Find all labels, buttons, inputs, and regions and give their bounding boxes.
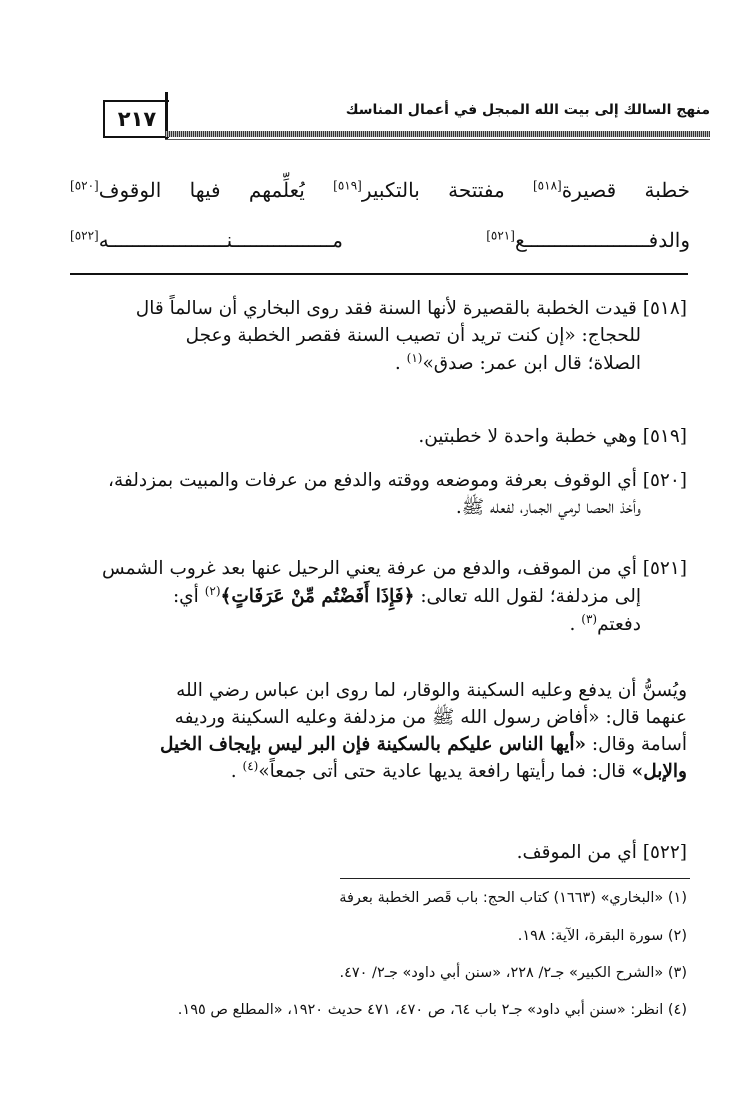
- commentary-522: [67, 840, 687, 867]
- footnote-ref: (٤): [242, 759, 259, 774]
- entry-text: ويُسنُّ أن يدفع وعليه السكينة والوقار، لما روى ابن عباس رضي الله: [176, 680, 687, 701]
- entry-text: قال: فما رأيتها رافعة يديها عادية حتى أتى جمعاً»: [258, 761, 632, 783]
- header-rule: [165, 131, 710, 137]
- running-title: منهج السالك إلى بيت الله المبجل في أعمال المناسك: [345, 102, 710, 118]
- entry-text: الصلاة؛ قال ابن عمر: صدق»: [422, 352, 641, 374]
- entry-text: للحجاج: «إن كنت تريد أن تصيب السنة فقصر الخطبة وعجل: [185, 324, 641, 346]
- page-header: [95, 88, 710, 148]
- quran-verse: ﴿فَإِذَا أَفَضْتُم مِّنْ عَرَفَاتٍ﴾: [220, 585, 415, 607]
- footnote-ref: (١): [406, 350, 423, 365]
- footnote-1: (١) «البخاري» (١٦٦٣) كتاب الحج: باب قَصر الخطبة بعرفة: [339, 890, 687, 906]
- matn-word-dafa: والدفـــــــــــــــــــــع[٥٢١]: [486, 228, 690, 252]
- entry-text: أي الوقوف بعرفة وموضعه ووقته والدفع من عرفات والمبيت بمزدلفة،: [108, 470, 637, 491]
- matn-ref: [٥٢١]: [486, 228, 515, 243]
- matn-text: يُعلِّمهم فيها الوقوف: [98, 178, 334, 202]
- page-number: ٢١٧: [103, 100, 169, 138]
- hadith-bold: «أيها الناس عليكم بالسكينة فإن البر ليس بإيجاف الخيل: [159, 733, 587, 755]
- footnote-separator: [340, 878, 690, 879]
- entry-text: أسامة وقال:: [586, 733, 687, 755]
- footnote-3: (٣) «الشرح الكبير» جـ٢/ ٢٢٨، «سنن أبي داود» جـ٢/ ٤٧٠.: [339, 965, 687, 981]
- header-rule-thin: [165, 139, 710, 140]
- matn-word-minhu: مـــــــــــــــــنــــــــــــــــــــه[٥٢٢]: [70, 228, 343, 252]
- matn-text: مفتتحة بالتكبير: [361, 178, 533, 202]
- footnote-ref: (٢): [204, 583, 221, 598]
- matn-ref: [٥١٩]: [333, 178, 362, 193]
- entry-number: [٥٢٠]: [642, 470, 687, 491]
- footnote-2: (٢) سورة البقرة، الآية: ١٩٨.: [517, 928, 687, 944]
- entry-text: وهي خطبة واحدة لا خطبتين.: [418, 426, 637, 447]
- matn-ref: [٥٢٠]: [70, 178, 99, 193]
- matn-line-1: [70, 178, 690, 202]
- entry-text: وأخذ الحصا لرمي الجمار، لفعله ﷺ.: [455, 496, 641, 518]
- commentary-519: [67, 424, 687, 451]
- entry-text: قيدت الخطبة بالقصيرة لأنها السنة فقد روى البخاري أن سالماً قال: [135, 298, 637, 319]
- entry-text: أي من الموقف، والدفع من عرفة يعني الرحيل عنها بعد غروب الشمس: [102, 558, 637, 579]
- footnote-ref: (٣): [581, 611, 598, 626]
- entry-number: [٥١٨]: [642, 298, 687, 319]
- entry-number: [٥١٩]: [642, 426, 687, 447]
- entry-text: إلى مزدلفة؛ لقول الله تعالى:: [414, 585, 641, 607]
- matn-ref: [٥٢٢]: [70, 228, 99, 243]
- entry-text: دفعتم: [597, 613, 641, 635]
- entry-number: [٥٢١]: [642, 558, 687, 579]
- commentary-518: [٥١٨] قيدت الخطبة بالقصيرة لأنها السنة فقد روى البخاري أن سالماً قال للحجاج: «إن كنت تريد أن تصيب السنة فقصر الخطبة وعجل الصلاة؛ قال ابن عمر: صدق»$^{(١)}$ .: [135, 298, 687, 374]
- commentary-520: [67, 468, 687, 522]
- entry-number: [٥٢٢]: [642, 842, 687, 863]
- entry-text: أي من الموقف.: [516, 842, 637, 863]
- footnote-4: (٤) انظر: «سنن أبي داود» جـ٢ باب ٦٤، ص ٤٧٠، ٤٧١ حديث ١٩٢٠، «المطلع ص ١٩٥.: [177, 1002, 687, 1018]
- hadith-bold: والإبل»: [631, 761, 687, 783]
- commentary-521-para2: ويُسنُّ أن يدفع وعليه السكينة والوقار، لما روى ابن عباس رضي الله عنهما قال: «أفاض رسول الله ﷺ من مزدلفة وعليه السكينة وردیفه أسامة وقال: «أيها الناس عليكم بالسكينة فإن البر ليس بإيجاف الخيل والإبل» قال: فما رأيتها رافعة يديها عادية حتى أتى جمعاً»$^{(٤)}$ .: [159, 680, 687, 783]
- matn-ref: [٥١٨]: [532, 178, 562, 193]
- matn-separator: [70, 273, 688, 275]
- matn-text: خطبة قصيرة: [561, 178, 691, 202]
- commentary-521: [٥٢١] أي من الموقف، والدفع من عرفة يعني الرحيل عنها بعد غروب الشمس إلى مزدلفة؛ لقول الله تعالى: ﴿فَإِذَا أَفَضْتُم مِّنْ عَرَفَاتٍ﴾$^{(٢)}$ أي: دفعتم$^{(٣)}$ .: [102, 558, 687, 635]
- entry-text: عنهما قال: «أفاض رسول الله ﷺ من مزدلفة وعليه السكينة وردیفه: [174, 706, 687, 728]
